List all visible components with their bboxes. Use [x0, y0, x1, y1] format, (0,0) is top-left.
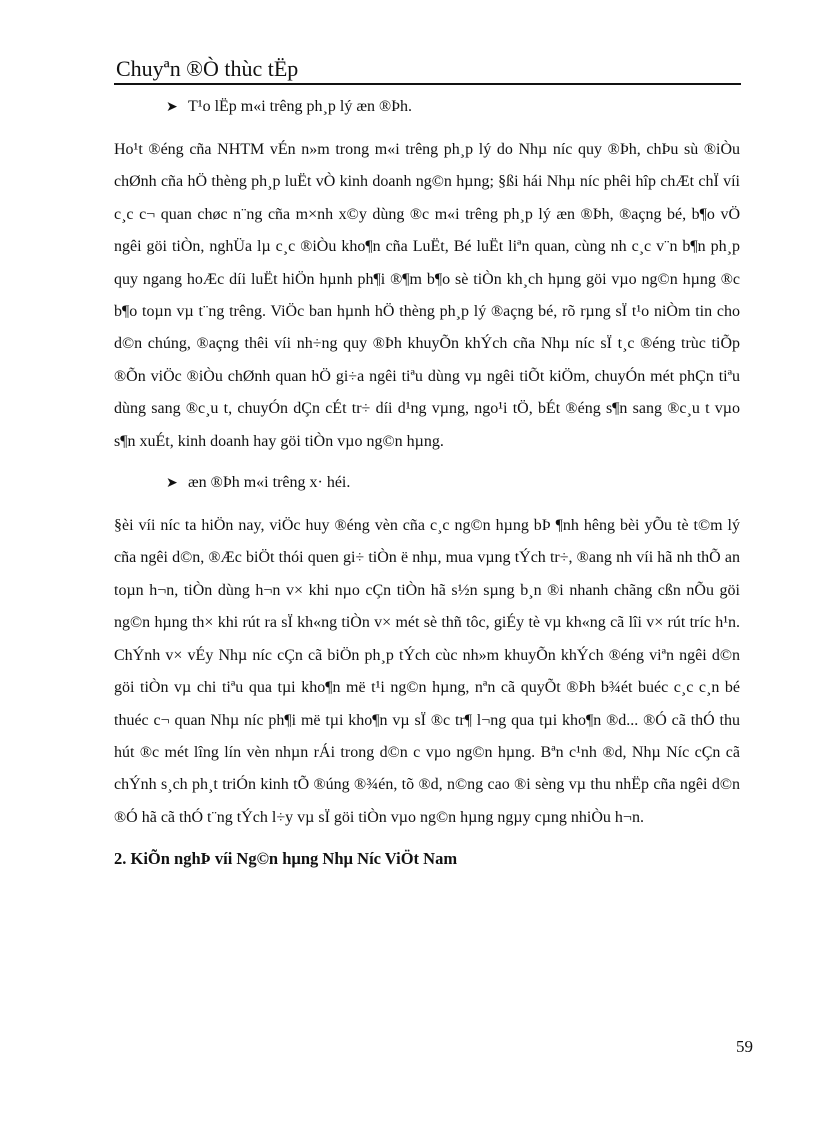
arrow-bullet-icon: ➤ — [166, 100, 178, 115]
header-divider — [114, 83, 741, 85]
paragraph-social: §èi víi níc ta hiÖn nay, viÖc huy ®éng vèn cña c¸c ng©n hµng bÞ ¶nh hêng bèi yÕu tè t©m lý cña ngêi d©n, ®Æc biÖt thói quen gi÷ tiÒn ë nhµ, mua vµng tÝch tr÷, ®ang nh víi hã nh thÕ an toµn h¬n, tiÒn dùng h¬n v× khi nµo cÇn tiÒn hã s½n sµng b¸n ®i nhanh chãng cßn nÕu göi ng©n hµng th× khi rút ra sÏ kh«ng tiÒn v× mét sè thñ tôc, giÉy tè vµ kh«ng cã lîi v× rút tríc h¹n. ChÝnh v× vÉy Nhµ níc cÇn cã biÖn ph¸p tÝch cùc nh»m khuyÕn khÝch ®éng viªn ngêi d©n göi tiÒn vµ chi tiªu qua tµi kho¶n më t¹i ng©n hµng, nªn cã quyÕt ®Þh b¾ét buéc c¸c c¸n bé thuéc c¬ quan Nhµ níc ph¶i më tµi kho¶n vµ sÏ ®c tr¶ l¬ng qua tµi kho¶n ®d... ®Ó cã thÓ thu hút ®c mét lîng lín vèn nhµn rÁi trong d©n c vµo ng©n hµng. Bªn c¹nh ®d, Nhµ Níc cÇn cã chÝnh s¸ch ph¸t triÓn kinh tÕ ®úng ®¾én, tõ ®d, n©ng cao ®i sèng vµ thu nhËp cña ngêi d©n ®Ó hã cã thÓ t¨ng tÝch l÷y vµ sÏ göi tiÒn vµo ng©n hµng ngµy cµng nhiÒu h¬n. — [114, 517, 740, 826]
arrow-bullet-icon: ➤ — [166, 476, 178, 492]
paragraph-legal: Ho¹t ®éng cña NHTM vÉn n»m trong m«i trêng ph¸p lý do Nhµ níc quy ®Þh, chÞu sù ®iÒu chØnh cña hÖ thèng ph¸p luËt vÒ kinh doanh ng©n hµng; §ßi hái Nhµ níc phêi hîp chÆt chÏ víi c¸c c¬ quan chøc n¨ng cña m×nh x©y dùng ®c m«i trêng ph¸p lý æn ®Þh, ®açng bé, b¶o vÖ ngêi göi tiÒn, nghÜa lµ c¸c ®iÒu kho¶n cña LuËt, Bé luËt liªn quan, cùng nh c¸c v¨n b¶n ph¸p quy ngang hoÆc díi luËt hiÖn hµnh ph¶i ®¶m b¶o sè tiÒn kh¸ch hµng göi vµo ng©n hµng ®c b¶o toµn vµ t¨ng trêng. ViÖc ban hµnh hÖ thèng ph¸p lý ®açng bé, rõ rµng sÏ t¹o niÒm tin cho d©n chúng, ®açng thêi víi nh÷ng quy ®Þh khuyÕn khÝch cña Nhµ níc sÏ t¸c ®éng trùc tiÕp ®Õn viÖc ®iÒu chØnh quan hÖ gi÷a ngêi tiªu dùng vµ ngêi tiÕt kiÖm, chuyÓn mét phÇn tiªu dùng sang ®c¸u t, chuyÓn dÇn cÉt tr÷ díi d¹ng vµng, ngo¹i tÖ, bÉt ®éng s¶n sang ®c¸u t vµo s¶n xuÉt, kinh doanh hay göi tiÒn vµo ng©n hµng. — [114, 141, 740, 450]
bullet-heading-legal — [114, 94, 740, 120]
header-title: Chuyªn ®Ò thùc tËp — [116, 56, 299, 81]
bullet-heading-social-text: æn ®Þh m«i trêng x· héi. — [188, 474, 351, 492]
page-content — [114, 94, 740, 872]
section-heading-recommendation: 2. KiÕn nghÞ víi Ng©n hµng Nhµ Níc ViÖt Nam — [114, 849, 458, 869]
bullet-heading-social — [114, 470, 740, 496]
page-number: 59 — [736, 1037, 753, 1056]
bullet-heading-legal-text: T¹o lËp m«i trêng ph¸p lý æn ®Þh. — [188, 98, 413, 115]
